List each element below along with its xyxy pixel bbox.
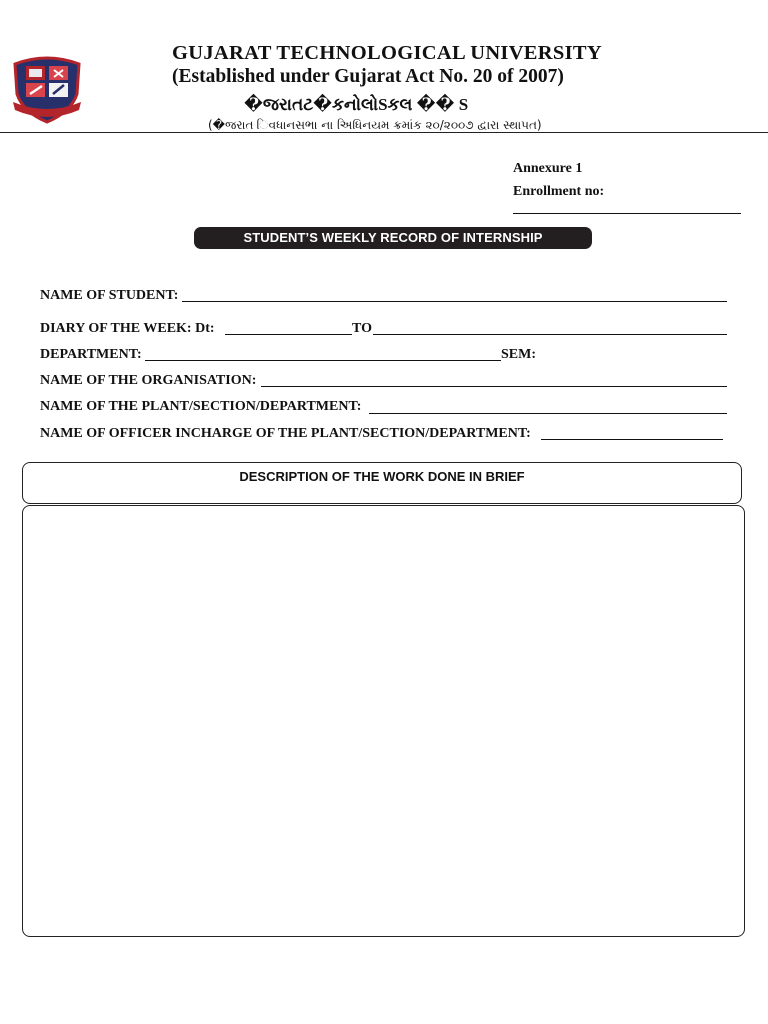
description-textarea[interactable] [22, 505, 745, 937]
plant-section-field[interactable] [369, 413, 727, 414]
header-divider [0, 132, 768, 133]
diary-week-label: DIARY OF THE WEEK: Dt: [40, 321, 215, 336]
university-gujarati-subtitle: (�જરાત િવધાનસભા ના અિધિનયમ ક્રમાંક ૨૦/૨૦૦૭ દ્વારા સ્થાપત) [208, 118, 542, 132]
description-title: DESCRIPTION OF THE WORK DONE IN BRIEF [239, 469, 525, 484]
department-label: DEPARTMENT: [40, 347, 142, 362]
description-header-box [22, 462, 742, 504]
organisation-label: NAME OF THE ORGANISATION: [40, 373, 257, 388]
enrollment-label: Enrollment no: [513, 184, 605, 199]
diary-to-label: TO [352, 321, 372, 336]
enrollment-field[interactable] [513, 213, 741, 214]
plant-section-label: NAME OF THE PLANT/SECTION/DEPARTMENT: [40, 399, 362, 414]
officer-incharge-field[interactable] [541, 439, 723, 440]
diary-from-date-field[interactable] [225, 334, 352, 335]
university-logo [9, 50, 85, 126]
department-field[interactable] [145, 360, 501, 361]
university-gujarati-name: �જરાતટ�કનોલોSકલ �� S [244, 95, 469, 114]
name-of-student-field[interactable] [182, 301, 727, 302]
diary-to-date-field[interactable] [373, 334, 727, 335]
officer-incharge-label: NAME OF OFFICER INCHARGE OF THE PLANT/SECTION/DEPARTMENT: [40, 426, 531, 441]
name-of-student-label: NAME OF STUDENT: [40, 288, 179, 303]
university-established: (Established under Gujarat Act No. 20 of 2007) [172, 66, 564, 87]
organisation-field[interactable] [261, 386, 727, 387]
form-title-banner: STUDENT’S WEEKLY RECORD OF INTERNSHIP [194, 227, 592, 249]
university-name: GUJARAT TECHNOLOGICAL UNIVERSITY [172, 42, 602, 64]
annexure-label: Annexure 1 [513, 161, 583, 176]
sem-label: SEM: [501, 347, 536, 362]
